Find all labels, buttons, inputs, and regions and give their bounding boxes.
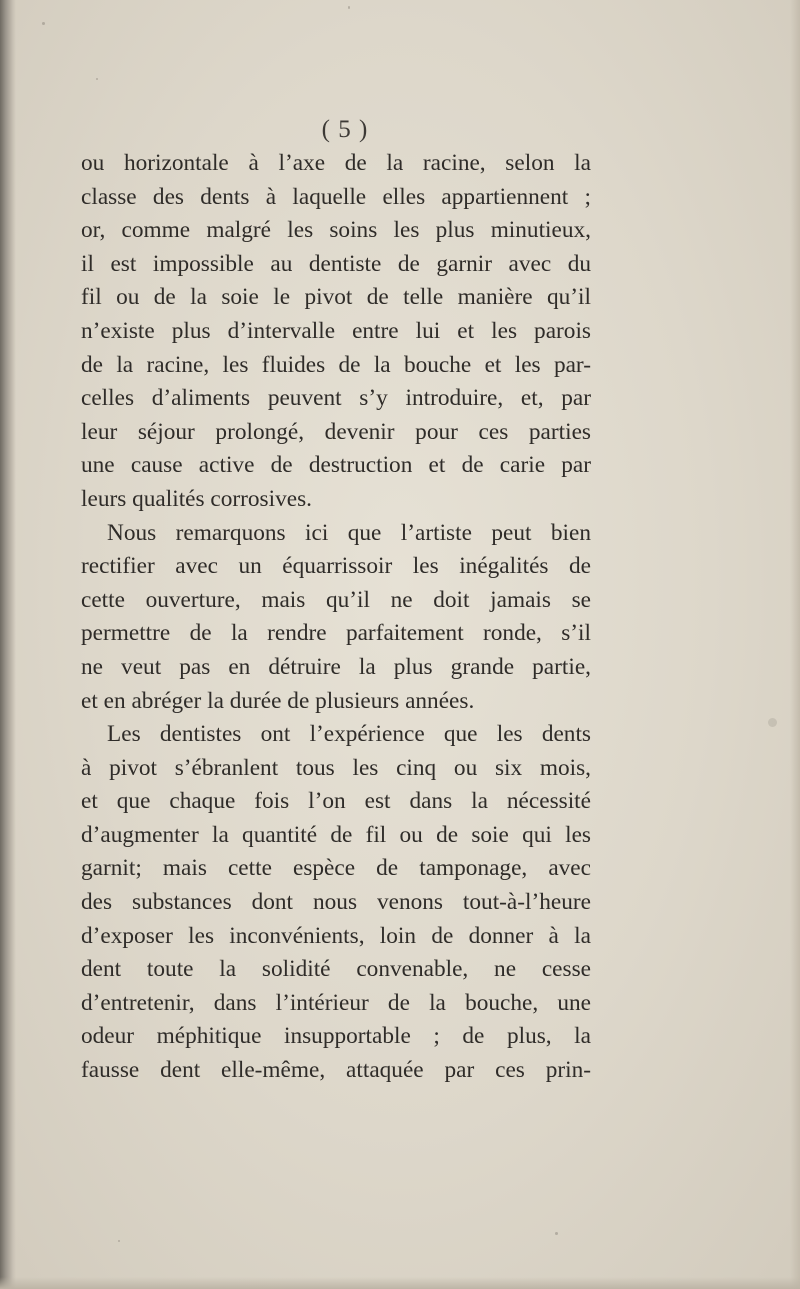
text-line: d’exposer les inconvénients, loin de donner à la — [81, 922, 591, 949]
text-line: garnit; mais cette espèce de tamponage, avec — [81, 855, 591, 882]
text-line: leurs qualités corrosives. — [81, 485, 312, 512]
paper-speck — [348, 6, 350, 9]
text-line: il est impossible au dentiste de garnir avec du — [81, 250, 591, 277]
text-line: ne veut pas en détruire la plus grande partie, — [81, 653, 591, 680]
text-line: ou horizontale à l’axe de la racine, selon la — [81, 150, 591, 176]
text-line: permettre de la rendre parfaitement ronde, s’il — [81, 620, 591, 647]
text-line: Les dentistes ont l’expérience que les dents — [107, 721, 591, 748]
text-line: fausse dent elle-même, attaquée par ces prin- — [81, 1057, 591, 1084]
page-number: ( 5 ) — [321, 116, 369, 143]
text-line: de la racine, les fluides de la bouche et les par- — [81, 351, 591, 378]
paper-speck — [768, 718, 777, 727]
paper-speck — [96, 78, 98, 80]
text-line: et que chaque fois l’on est dans la nécessité — [81, 788, 591, 815]
paper-speck — [42, 22, 45, 25]
text-line: classe des dents à laquelle elles appartiennent ; — [81, 183, 591, 210]
text-line: dent toute la solidité convenable, ne cesse — [81, 956, 591, 983]
text-line: odeur méphitique insupportable ; de plus, la — [81, 1023, 591, 1050]
text-line: cette ouverture, mais qu’il ne doit jamais se — [81, 586, 591, 613]
text-line: d’entretenir, dans l’intérieur de la bouche, une — [81, 989, 591, 1016]
body-text — [81, 147, 591, 1088]
text-line: or, comme malgré les soins les plus minutieux, — [81, 217, 591, 244]
paper-speck — [555, 1232, 558, 1235]
page-binding-edge — [0, 0, 16, 1289]
text-line: fil ou de la soie le pivot de telle manière qu’il — [81, 284, 591, 311]
text-line: à pivot s’ébranlent tous les cinq ou six mois, — [81, 754, 591, 781]
text-line: une cause active de destruction et de carie par — [81, 452, 591, 479]
text-line: n’existe plus d’intervalle entre lui et les parois — [81, 317, 591, 344]
page-right-edge — [790, 0, 800, 1289]
text-line: d’augmenter la quantité de fil ou de soie qui les — [81, 821, 591, 848]
text-line: et en abréger la durée de plusieurs années. — [81, 687, 475, 714]
text-line: Nous remarquons ici que l’artiste peut bien — [107, 519, 591, 546]
text-line: rectifier avec un équarrissoir les inégalités de — [81, 553, 591, 580]
page-bottom-edge — [0, 1277, 800, 1289]
text-line: celles d’aliments peuvent s’y introduire, et, par — [81, 385, 591, 412]
text-line: leur séjour prolongé, devenir pour ces parties — [81, 418, 591, 445]
paper-speck — [118, 1240, 120, 1242]
text-line: des substances dont nous venons tout-à-l’heure — [81, 889, 591, 916]
